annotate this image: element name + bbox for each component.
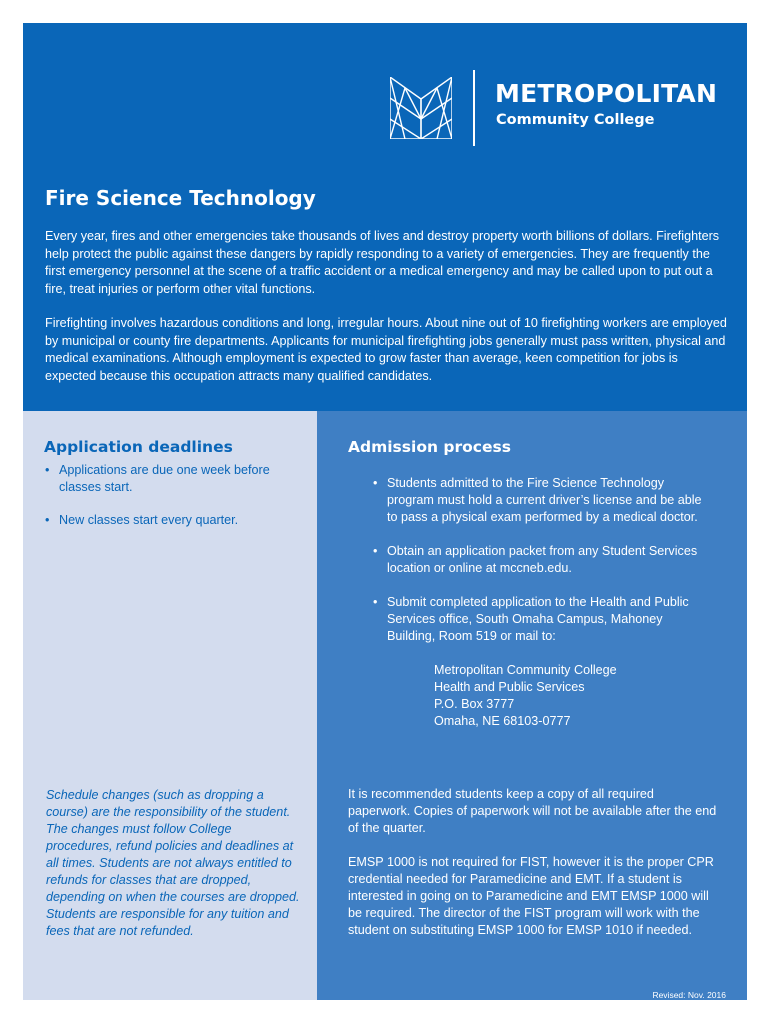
mailing-address (387, 662, 713, 730)
flyer-page (23, 23, 747, 1000)
admission-process-panel (317, 411, 747, 1000)
address-line: Health and Public Services (434, 680, 585, 694)
list-item-text: Submit completed application to the Health and Public Services office, South Omaha Campus, Mahoney Building, Room 519 or mail to: (387, 595, 689, 643)
schedule-changes-note: Schedule changes (such as dropping a course) are the responsibility of the student. The changes must follow College procedures, refund policies and deadlines at all times. Students are not always entitled to refunds for classes that are dropped, depending on when the courses are dropped. Students are responsible for any tuition and fees that are not refunded. (46, 788, 300, 938)
admission-list (373, 475, 713, 730)
list-item: • New classes start every quarter. (45, 512, 307, 529)
emsp-note: EMSP 1000 is not required for FIST, however it is the proper CPR credential needed for Paramedicine and EMT. If a student is interested in going on to Paramedicine and EMT EMSP 1000 will be required. The director of the FIST program will work with the student on substituting EMSP 1000 for EMSP 1010 if needed. (348, 855, 714, 937)
application-deadlines-panel (23, 411, 317, 1000)
address-line: Omaha, NE 68103-0777 (434, 714, 571, 728)
deadlines-heading: Application deadlines (44, 438, 233, 456)
list-item (373, 594, 713, 730)
list-item: • Students admitted to the Fire Science Technology program must hold a current driver’s license and be able to pass a physical exam performed by a medical doctor. (373, 475, 713, 526)
college-logo (390, 70, 730, 150)
deadlines-list (45, 462, 307, 529)
address-line: Metropolitan Community College (434, 663, 617, 677)
intro-paragraph: Every year, fires and other emergencies take thousands of lives and destroy property worth billions of dollars. Firefighters help protect the public against these dangers by rapidly responding to a variety of emergencies. They are frequently the first emergency personnel at the scene of a traffic accident or a medical emergency and may be called upon to put out a fire, treat injuries or perform other vital functions. (45, 229, 720, 296)
logo-subtitle: Community College (496, 112, 655, 128)
logo-wordmark: METROPOLITAN (495, 79, 718, 108)
revised-date: Revised: Nov. 2016 (652, 990, 726, 1000)
page-title: Fire Science Technology (45, 186, 316, 210)
address-line: P.O. Box 3777 (434, 697, 515, 711)
logo-divider (473, 70, 475, 146)
intro-paragraph: Firefighting involves hazardous conditions and long, irregular hours. About nine out of 10 firefighting workers are employed by municipal or county fire departments. Applicants for municipal firefighting jobs generally must pass written, physical and medical examinations. Although employment is expected to grow faster than average, keen competition for jobs is expected because this occupation attracts many qualified candidates. (45, 316, 727, 383)
list-item: • Obtain an application packet from any Student Services location or online at mccneb.edu. (373, 543, 713, 577)
paperwork-recommendation: It is recommended students keep a copy of all required paperwork. Copies of paperwork will not be available after the end of the quarter. (348, 787, 717, 835)
list-item: • Applications are due one week before classes start. (45, 462, 307, 496)
m-triangle-logo-icon (390, 77, 452, 139)
intro-text (45, 228, 727, 385)
admission-heading: Admission process (348, 438, 511, 456)
header-panel (23, 23, 747, 411)
